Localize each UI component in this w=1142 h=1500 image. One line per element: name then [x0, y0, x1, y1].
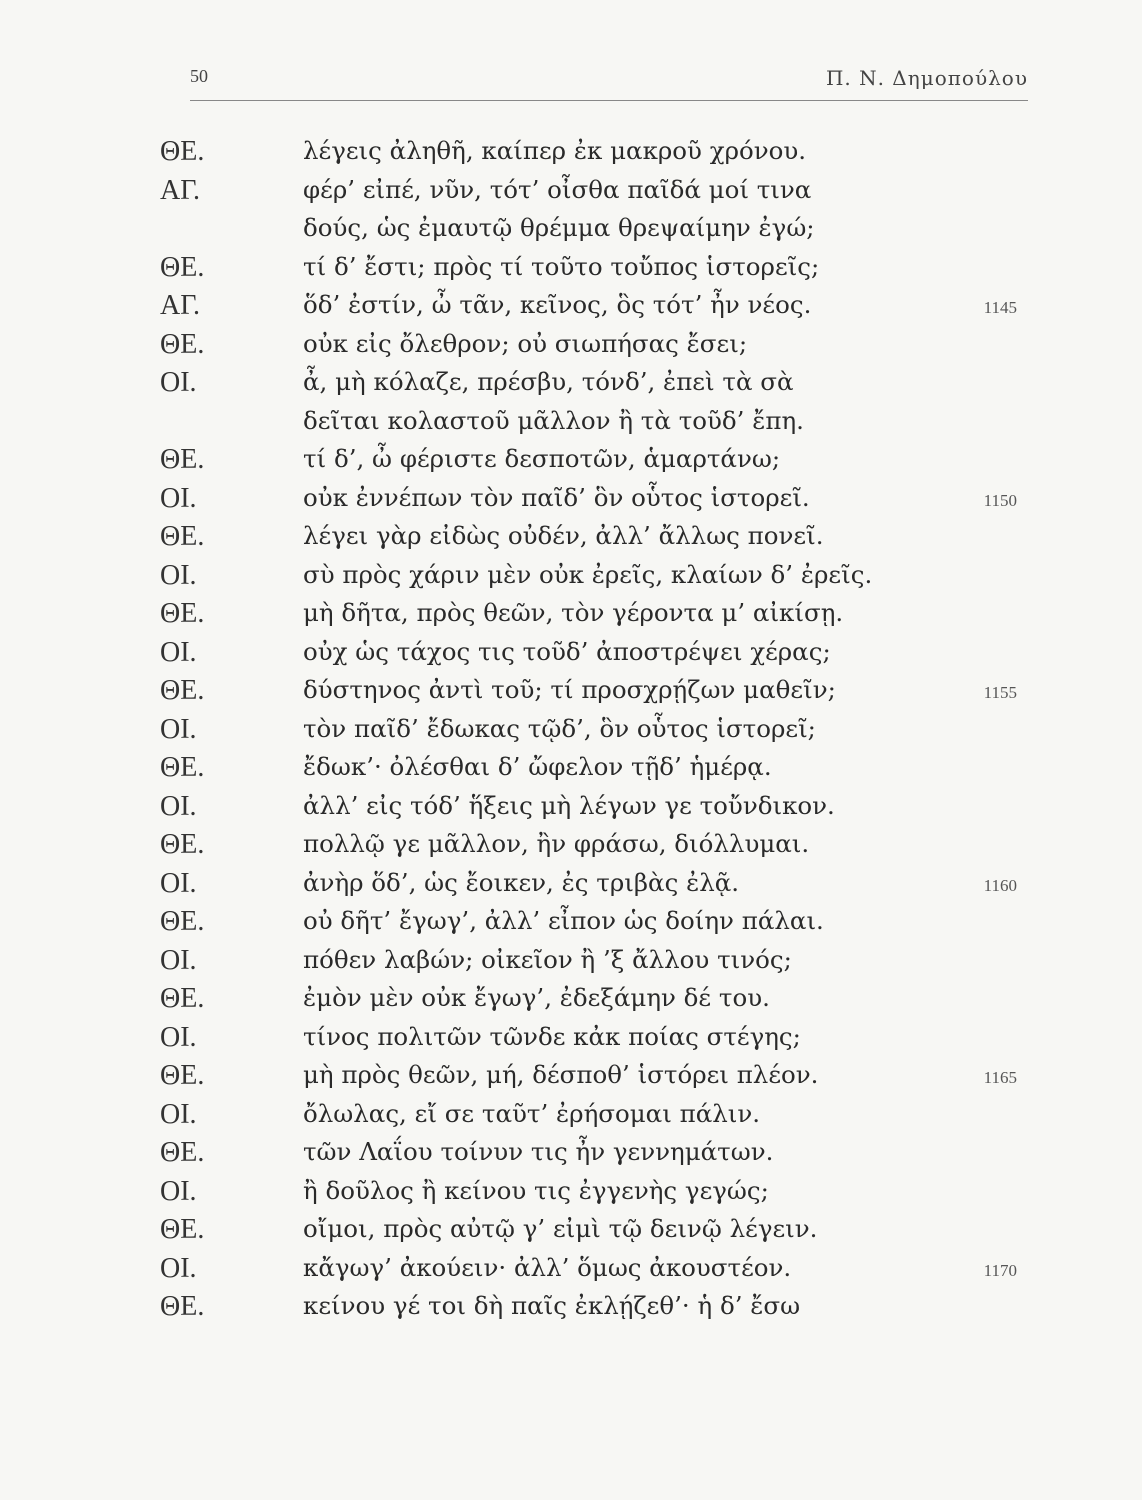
verse-text: δούς, ὡς ἐμαυτῷ θρέμμα θρεψαίμην ἐγώ;: [303, 213, 815, 242]
verse-line: [0, 290, 1142, 329]
verse-text: μὴ δῆτα, πρὸς θεῶν, τὸν γέροντα μ’ αἰκίσῃ.: [303, 598, 844, 627]
verse-line: [0, 136, 1142, 175]
verse-line: [0, 560, 1142, 599]
speaker-label: ΟΙ.: [160, 944, 197, 976]
speaker-label: ΟΙ.: [160, 790, 197, 822]
speaker-label: ΘΕ.: [160, 328, 205, 360]
verse-text: ὅδ’ ἐστίν, ὦ τᾶν, κεῖνος, ὃς τότ’ ἦν νέος.: [303, 290, 812, 319]
line-number: 1145: [983, 298, 1017, 317]
speaker-label: ΘΕ.: [160, 1214, 205, 1245]
verse-line: [0, 1176, 1142, 1215]
speaker-label: ΘΕ.: [160, 1291, 205, 1322]
speaker-label: ΘΕ.: [160, 444, 205, 475]
verse-line: [0, 675, 1142, 714]
verse-line: [0, 444, 1142, 483]
verse-text: ἢ δοῦλος ἢ κείνου τις ἐγγενὴς γεγώς;: [303, 1175, 769, 1205]
speaker-label: ΘΕ.: [160, 1060, 205, 1091]
verse-text: οὐκ εἰς ὄλεθρον; οὐ σιωπήσας ἔσει;: [303, 328, 748, 358]
speaker-label: ΑΓ.: [160, 174, 201, 206]
verse-line: [0, 1060, 1142, 1099]
page-number: 50: [190, 66, 208, 86]
speaker-label: ΘΕ.: [160, 906, 205, 937]
verse-line: [0, 945, 1142, 984]
page-header: [190, 62, 1028, 102]
speaker-label: ΘΕ.: [160, 251, 205, 283]
verse-line: [0, 1253, 1142, 1292]
verse-text: φέρ’ εἰπέ, νῦν, τότ’ οἶσθα παῖδά μοί τινα: [303, 174, 812, 204]
verse-text: πολλῷ γε μᾶλλον, ἢν φράσω, διόλλυμαι.: [303, 829, 810, 858]
verse-line: [0, 791, 1142, 830]
verse-text: ὄλωλας, εἴ σε ταῦτ’ ἐρήσομαι πάλιν.: [303, 1098, 761, 1128]
speaker-label: ΟΙ.: [160, 1021, 197, 1053]
line-number: 1150: [983, 490, 1017, 510]
verse-line: [0, 1022, 1142, 1061]
verse-text: σὺ πρὸς χάριν μὲν οὐκ ἐρεῖς, κλαίων δ’ ἐρεῖς.: [303, 559, 873, 589]
verse-line: [0, 483, 1142, 522]
speaker-label: ΘΕ.: [160, 136, 205, 167]
speaker-label: ΘΕ.: [160, 1137, 205, 1168]
verse-line: [0, 598, 1142, 637]
header-rule: [190, 100, 1028, 101]
verse-text: οὐ δῆτ’ ἔγωγ’, ἀλλ’ εἶπον ὡς δοίην πάλαι.: [303, 906, 824, 935]
verse-text: τί δ’, ὦ φέριστε δεσποτῶν, ἁμαρτάνω;: [303, 444, 781, 473]
verse-text: οἴμοι, πρὸς αὐτῷ γ’ εἰμὶ τῷ δεινῷ λέγειν.: [303, 1214, 818, 1243]
verse-text: κείνου γέ τοι δὴ παῖς ἐκλῄζεθ’· ἡ δ’ ἔσω: [303, 1291, 801, 1320]
speaker-label: ΘΕ.: [160, 521, 205, 552]
verse-line: [0, 906, 1142, 945]
verse-line: [0, 175, 1142, 214]
verse-line: [0, 829, 1142, 868]
verse-line: [0, 367, 1142, 406]
verse-line: [0, 1214, 1142, 1253]
verse-line: [0, 868, 1142, 907]
speaker-label: ΘΕ.: [160, 983, 205, 1014]
speaker-label: ΟΙ.: [160, 1252, 197, 1284]
verse-text: οὐχ ὡς τάχος τις τοῦδ’ ἀποστρέψει χέρας;: [303, 636, 831, 666]
running-head: Π. Ν. Δημοπούλου: [825, 66, 1028, 90]
verse-line: [0, 1137, 1142, 1176]
speaker-label: ΟΙ.: [160, 1098, 197, 1130]
verse-line: [0, 983, 1142, 1022]
line-number: 1170: [983, 1260, 1017, 1280]
speaker-label: ΟΙ.: [160, 1175, 197, 1207]
verse-line: [0, 521, 1142, 560]
verse-lines: [0, 136, 1142, 1330]
verse-line: [0, 329, 1142, 368]
verse-text: ἆ, μὴ κόλαζε, πρέσβυ, τόνδ’, ἐπεὶ τὰ σὰ: [303, 367, 794, 396]
verse-line: [0, 637, 1142, 676]
speaker-label: ΘΕ.: [160, 829, 205, 860]
verse-line: [0, 213, 1142, 252]
line-number: 1160: [983, 875, 1017, 895]
speaker-label: ΟΙ.: [160, 713, 197, 745]
speaker-label: ΘΕ.: [160, 752, 205, 783]
verse-text: ἀλλ’ εἰς τόδ’ ἥξεις μὴ λέγων γε τοὔνδικον.: [303, 790, 835, 820]
verse-text: κἄγωγ’ ἀκούειν· ἀλλ’ ὅμως ἀκουστέον.: [303, 1252, 792, 1282]
speaker-label: ΟΙ.: [160, 636, 197, 668]
verse-text: τίνος πολιτῶν τῶνδε κἀκ ποίας στέγης;: [303, 1021, 801, 1051]
verse-text: δύστηνος ἀντὶ τοῦ; τί προσχρῄζων μαθεῖν;: [303, 675, 836, 704]
verse-text: τί δ’ ἔστι; πρὸς τί τοῦτο τοὔπος ἱστορεῖς;: [303, 251, 820, 281]
speaker-label: ΟΙ.: [160, 867, 197, 899]
speaker-label: ΑΓ.: [160, 290, 201, 321]
verse-line: [0, 752, 1142, 791]
verse-text: τῶν Λαΐου τοίνυν τις ἦν γεννημάτων.: [303, 1137, 774, 1166]
verse-text: ἔδωκ’· ὀλέσθαι δ’ ὤφελον τῇδ’ ἡμέρᾳ.: [303, 752, 772, 781]
verse-text: ἀνὴρ ὅδ’, ὡς ἔοικεν, ἐς τριβὰς ἐλᾷ.: [303, 867, 740, 897]
line-number: 1155: [983, 683, 1017, 702]
verse-text: ἐμὸν μὲν οὐκ ἔγωγ’, ἐδεξάμην δέ του.: [303, 983, 770, 1012]
verse-line: [0, 1291, 1142, 1330]
line-number: 1165: [983, 1068, 1017, 1087]
speaker-label: ΟΙ.: [160, 482, 197, 514]
verse-text: μὴ πρὸς θεῶν, μή, δέσποθ’ ἱστόρει πλέον.: [303, 1060, 819, 1089]
verse-line: [0, 252, 1142, 291]
verse-line: [0, 714, 1142, 753]
speaker-label: ΟΙ.: [160, 559, 197, 591]
speaker-label: ΟΙ.: [160, 367, 197, 398]
verse-text: οὐκ ἐννέπων τὸν παῖδ’ ὃν οὗτος ἱστορεῖ.: [303, 482, 810, 512]
speaker-label: ΘΕ.: [160, 598, 205, 629]
verse-text: λέγει γὰρ εἰδὼς οὐδέν, ἀλλ’ ἄλλως πονεῖ.: [303, 521, 824, 550]
verse-line: [0, 1099, 1142, 1138]
speaker-label: ΘΕ.: [160, 675, 205, 706]
verse-text: πόθεν λαβών; οἰκεῖον ἢ ’ξ ἄλλου τινός;: [303, 944, 792, 974]
verse-line: [0, 406, 1142, 445]
verse-text: τὸν παῖδ’ ἔδωκας τῷδ’, ὃν οὗτος ἱστορεῖ;: [303, 713, 816, 743]
verse-text: λέγεις ἀληθῆ, καίπερ ἐκ μακροῦ χρόνου.: [303, 136, 807, 165]
verse-text: δεῖται κολαστοῦ μᾶλλον ἢ τὰ τοῦδ’ ἔπη.: [303, 405, 804, 435]
